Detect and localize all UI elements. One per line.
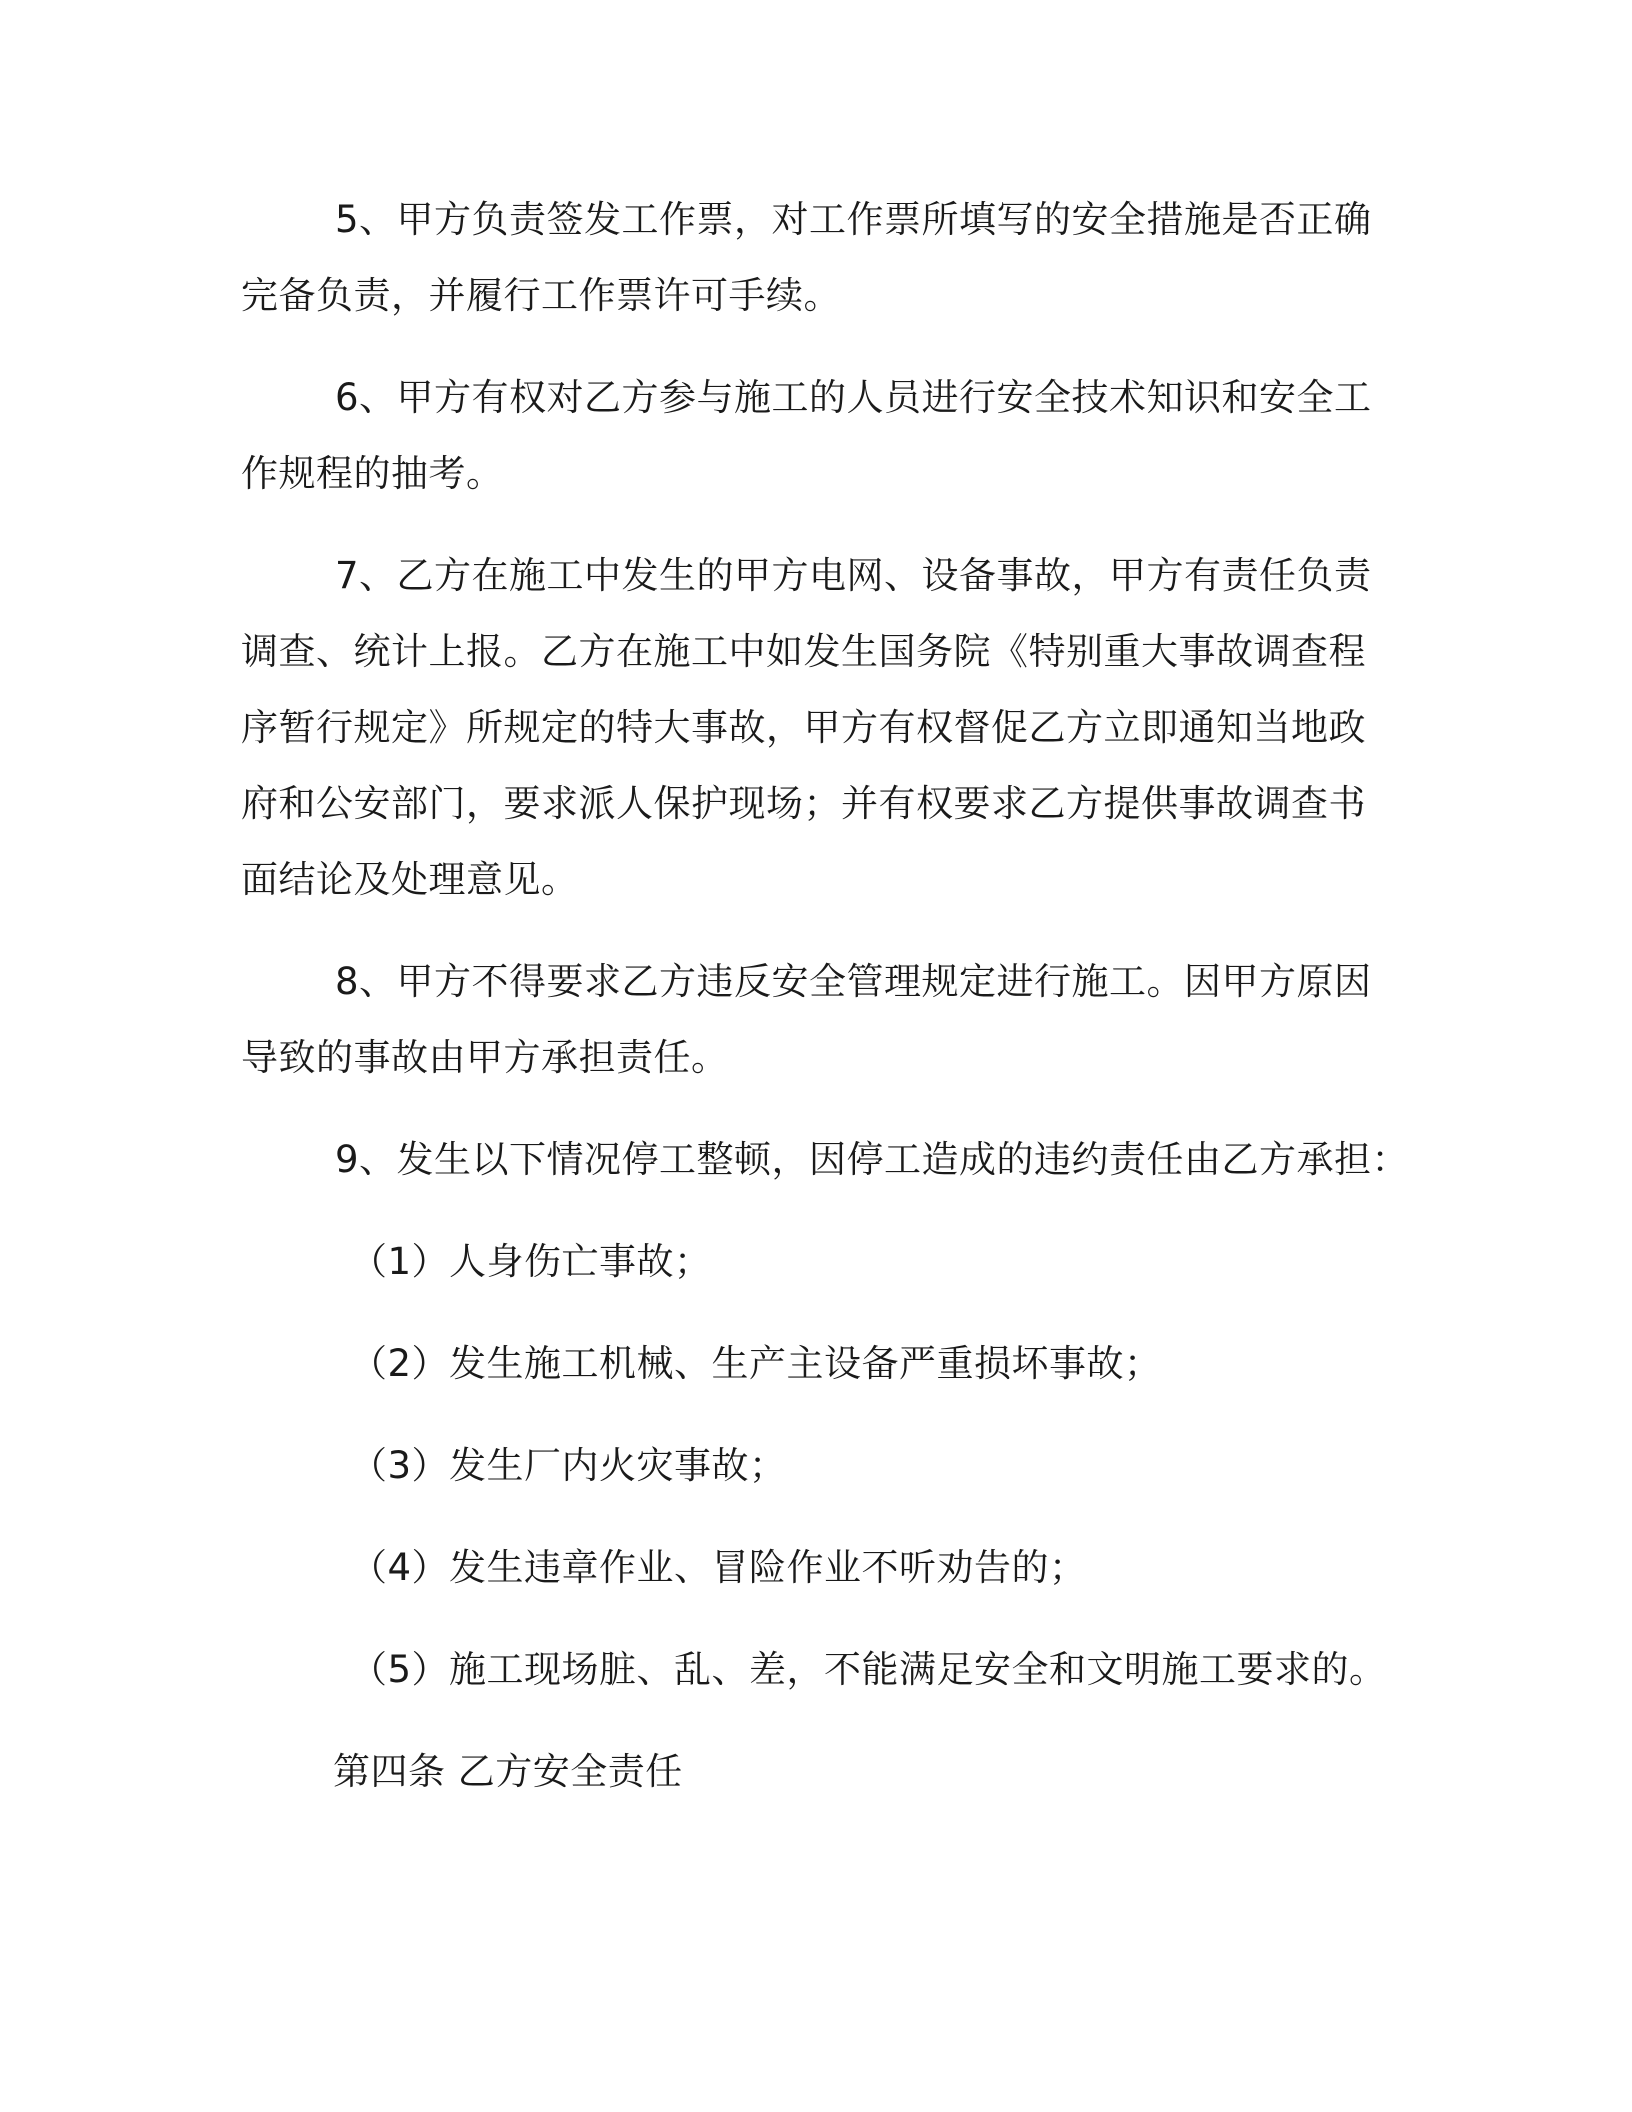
paragraph-8-line-1: 8、甲方不得要求乙方违反安全管理规定进行施工。因甲方原因 [335, 960, 1372, 1003]
list-item-5: （5）施工现场脏、乱、差，不能满足安全和文明施工要求的。 [350, 1648, 1387, 1691]
paragraph-9-line-1: 9、发生以下情况停工整顿，因停工造成的违约责任由乙方承担： [335, 1138, 1410, 1181]
list-item-3: （3）发生厂内火灾事故； [350, 1444, 787, 1487]
list-item-1: （1）人身伤亡事故； [350, 1240, 712, 1283]
paragraph-5-line-2: 完备负责，并履行工作票许可手续。 [241, 274, 841, 317]
paragraph-6-line-1: 6、甲方有权对乙方参与施工的人员进行安全技术知识和安全工 [335, 376, 1372, 419]
paragraph-7-line-1: 7、乙方在施工中发生的甲方电网、设备事故，甲方有责任负责 [335, 554, 1372, 597]
paragraph-8-line-2: 导致的事故由甲方承担责任。 [241, 1036, 729, 1079]
section-heading: 第四条 乙方安全责任 [333, 1750, 683, 1793]
list-item-4: （4）发生违章作业、冒险作业不听劝告的； [350, 1546, 1087, 1589]
paragraph-5-line-1: 5、甲方负责签发工作票，对工作票所填写的安全措施是否正确 [335, 198, 1372, 241]
paragraph-7-line-3: 序暂行规定》所规定的特大事故，甲方有权督促乙方立即通知当地政 [241, 706, 1366, 749]
list-item-2: （2）发生施工机械、生产主设备严重损坏事故； [350, 1342, 1162, 1385]
paragraph-7-line-5: 面结论及处理意见。 [241, 858, 579, 901]
paragraph-7-line-4: 府和公安部门，要求派人保护现场；并有权要求乙方提供事故调查书 [241, 782, 1366, 825]
paragraph-6-line-2: 作规程的抽考。 [241, 452, 504, 495]
paragraph-7-line-2: 调查、统计上报。乙方在施工中如发生国务院《特别重大事故调查程 [241, 630, 1366, 673]
